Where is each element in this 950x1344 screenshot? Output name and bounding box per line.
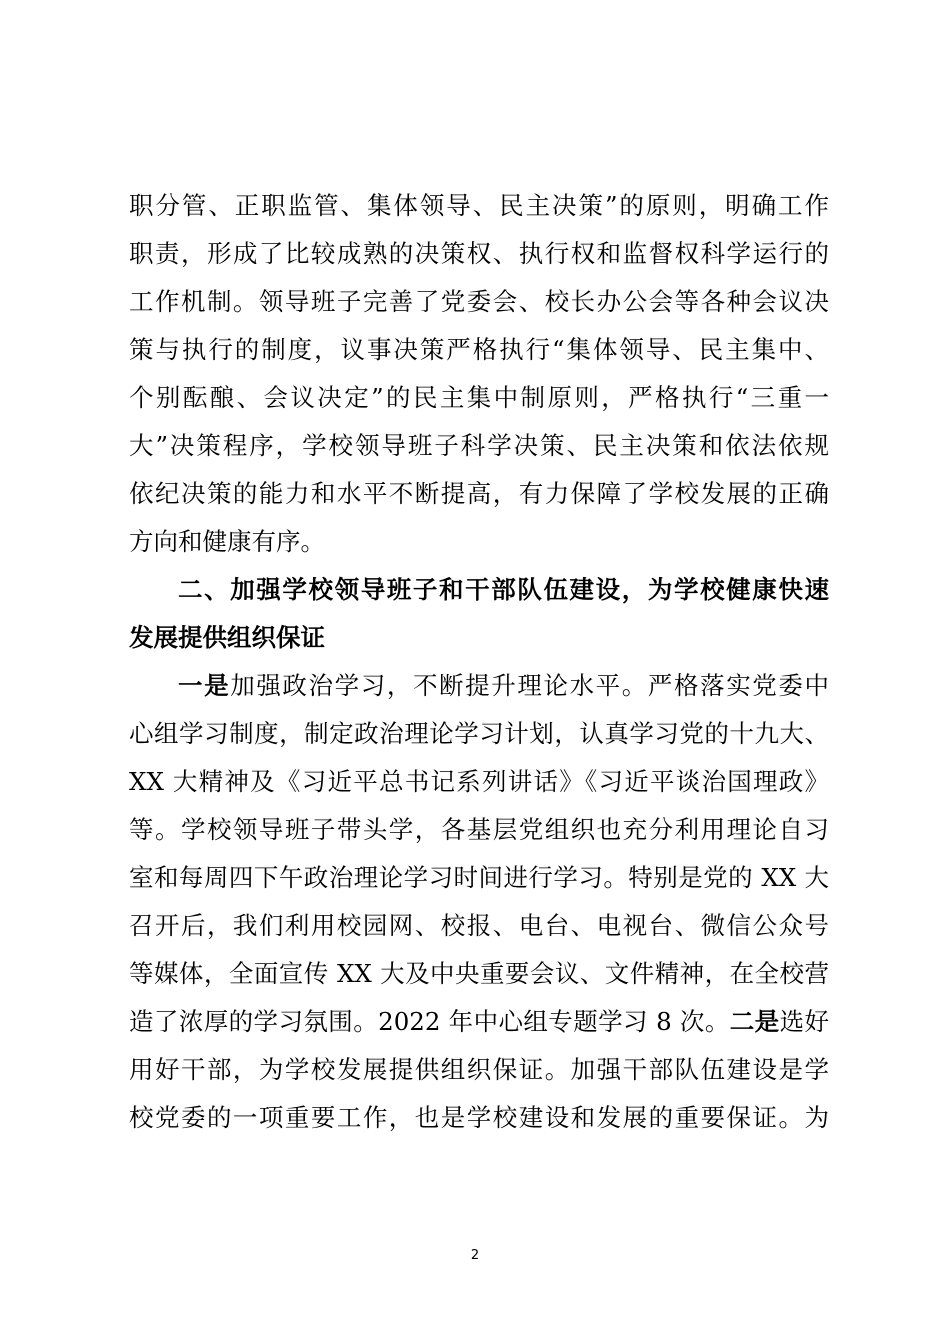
text-run: 选好	[779, 1007, 829, 1036]
text-line: 工作机制。领导班子完善了党委会、校长办公会等各种会议决	[129, 287, 829, 316]
text-line: 室和每周四下午政治理论学习时间进行学习。特别是党的 XX 大	[129, 863, 829, 892]
paragraph-1	[129, 182, 829, 566]
heading-line: 发展提供组织保证	[129, 623, 325, 652]
text-line: 校党委的一项重要工作，也是学校建设和发展的重要保证。为	[129, 1103, 829, 1132]
text-line: 策与执行的制度，议事决策严格执行“集体领导、民主集中、	[129, 335, 829, 364]
text-line: 职分管、正职监管、集体领导、民主决策”的原则，明确工作	[129, 191, 829, 220]
text-line	[129, 998, 829, 1046]
bold-lead: 一是	[178, 671, 231, 700]
text-line: 依纪决策的能力和水平不断提高，有力保障了学校发展的正确	[129, 479, 829, 508]
text-line: 个别酝酿、会议决定”的民主集中制原则，严格执行“三重一	[129, 383, 829, 412]
text-line: 职责，形成了比较成熟的决策权、执行权和监督权科学运行的	[129, 239, 829, 268]
text-line: 召开后，我们利用校园网、校报、电台、电视台、微信公众号	[129, 911, 829, 940]
text-line	[129, 662, 829, 710]
text-line: 大”决策程序，学校领导班子科学决策、民主决策和依法依规	[129, 431, 829, 460]
page-number: 2	[470, 1248, 480, 1263]
paragraph-2	[129, 662, 829, 1142]
bold-lead: 二是	[729, 1007, 780, 1036]
text-line: XX 大精神及《习近平总书记系列讲话》《习近平谈治国理政》	[129, 767, 829, 796]
section-heading	[129, 566, 829, 662]
text-run: 造了浓厚的学习氛围。2022 年中心组专题学习 8 次。	[129, 1007, 730, 1036]
text-line: 等媒体，全面宣传 XX 大及中央重要会议、文件精神，在全校营	[129, 959, 829, 988]
heading-line: 二、加强学校领导班子和干部队伍建设，为学校健康快速	[178, 575, 829, 604]
text-line: 等。学校领导班子带头学，各基层党组织也充分利用理论自习	[129, 815, 829, 844]
document-body	[129, 182, 829, 1142]
text-line: 用好干部，为学校发展提供组织保证。加强干部队伍建设是学	[129, 1055, 829, 1084]
text-line: 方向和健康有序。	[129, 527, 325, 556]
text-line: 心组学习制度，制定政治理论学习计划，认真学习党的十九大、	[129, 719, 829, 748]
text-run: 加强政治学习，不断提升理论水平。严格落实党委中	[230, 671, 829, 700]
